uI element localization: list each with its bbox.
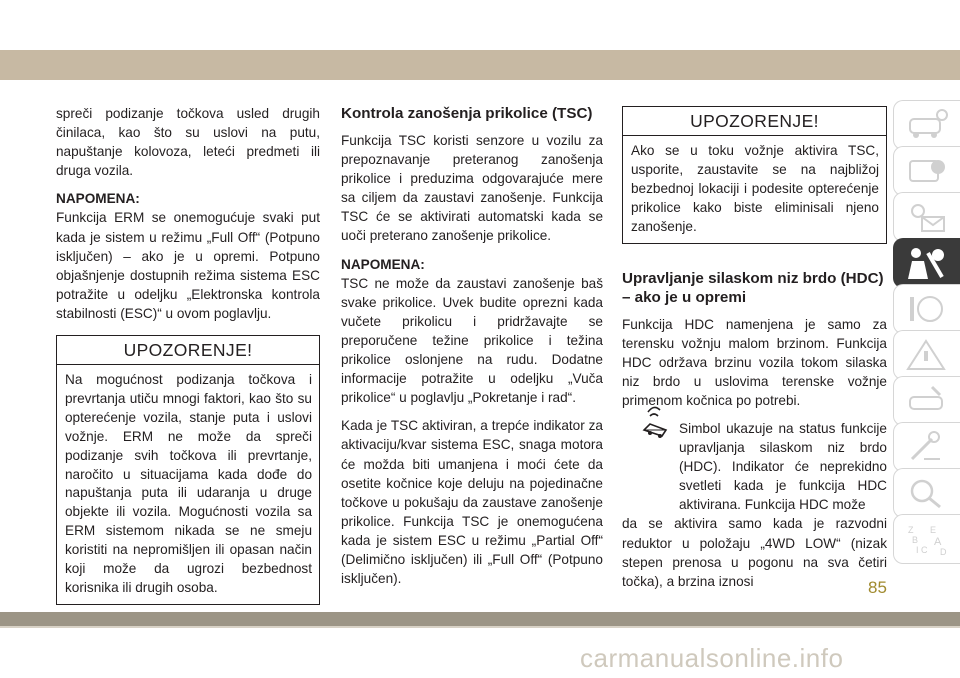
warning-box bbox=[56, 335, 320, 605]
warning-light-tab[interactable] bbox=[893, 146, 960, 196]
column-1 bbox=[56, 104, 320, 605]
safety-tab[interactable] bbox=[893, 238, 960, 288]
column-3 bbox=[622, 106, 887, 600]
section-heading: Upravljanje silaskom niz brdo (HDC) – ako je u opremi bbox=[622, 269, 884, 306]
safety-seatbelt-tab-icon bbox=[902, 245, 950, 281]
col2-note bbox=[341, 255, 603, 408]
footer-band bbox=[0, 612, 960, 626]
warning-title: UPOZORENJE! bbox=[623, 107, 886, 136]
warning-text: Na mogućnost podizanja točkova i prevrtanja utiču mnogi faktori, kao što su opterećenje vozila, stanje puta i uslovi vožnje. ERM ne može da spreči podizanje svih točkova ili prevrtanje, naročito u situacijama kada dođe do napuštanja puta ili udaranja u druge objekte ili vozila. Mogućnosti vozila sa ERM sistemom nikada se ne smeju koristiti na nepromišljen ili opasan način koji može da ugrozi bezbednost korisnika ili drugih osoba. bbox=[65, 372, 312, 595]
note-text: TSC ne može da zaustavi zanošenje baš svake prikolice. Uvek budite oprezni kada vučete prikolicu i pridržavajte se preporučene težine prikolice i težina prikolice oslonjene na rudu. Dodatne informacije potražite u odeljku „Vuča prikolice“ u poglavlju „Pokretanje i rad“. bbox=[341, 275, 603, 406]
starting-tab-icon bbox=[902, 291, 950, 327]
footer-line bbox=[0, 626, 960, 628]
svg-text:A: A bbox=[934, 536, 942, 548]
col2-paragraph-2: Kada je TSC aktiviran, a trepće indikator za aktivaciju/kvar sistema ESC, snaga motora će možda biti umanjena i moći ćete da osetite kočnice koje deluju na pojedinačne točkove u pokušaju da zaustave zanošenje prikolice. Funkcija TSC je onemogućena kada je sistem ESC u režimu „Partial Off“ (Delimično isključen) ili „Full Off“ (Potpuno isključen). bbox=[341, 418, 603, 587]
col1-paragraph: spreči podizanje točkova usled drugih činilaca, kao što su uslovi na putu, napuštanje kolovoza, leteći predmeti ili druga vozila. bbox=[56, 106, 320, 179]
note-label: NAPOMENA: bbox=[341, 256, 425, 272]
index-tab-icon bbox=[902, 521, 950, 557]
starting-tab[interactable] bbox=[893, 284, 960, 334]
col2-paragraph: Funkcija TSC koristi senzore u vozilu za prepoznavanje preteranog zanošenja prikolice i preduzima odgovarajuće mere sa ciljem da zaustavi zanošenje. Funkcija TSC će se aktivirati automatski kada se uoči preterano zanošenje prikolice. bbox=[341, 133, 603, 244]
col1-note bbox=[56, 189, 320, 323]
hdc-status-icon bbox=[640, 400, 670, 440]
svg-text:B: B bbox=[912, 535, 919, 545]
note-label: NAPOMENA: bbox=[56, 191, 140, 207]
svg-text:E: E bbox=[930, 525, 937, 535]
maintenance-tab[interactable] bbox=[893, 376, 960, 426]
column-2 bbox=[341, 104, 603, 597]
col3-paragraph: Funkcija HDC namenjena je samo za terensku vožnju malom brzinom. Funkcija HDC održava brzinu vozila tokom silaska niz brdo u uslovima terenske vožnje primenom kočnica po potrebi. bbox=[622, 316, 887, 408]
car-info-tab-icon bbox=[902, 107, 950, 143]
page-header bbox=[0, 0, 960, 86]
emergency-tab[interactable] bbox=[893, 330, 960, 380]
emergency-tab-icon bbox=[902, 337, 950, 373]
note-text: Funkcija ERM se onemogućuje svaki put kada je sistem u režimu „Full Off“ (Potpuno isključen) – ako je u opremi. Potpuno objašnjenje dostupnih režima sistema ESC potražite u odeljku „Elektronska kontrola stabilnosti (ESC)“ u ovom poglavlju. bbox=[56, 210, 320, 321]
page-number: 85 bbox=[868, 578, 887, 597]
warning-box bbox=[622, 106, 887, 244]
col3-paragraph-2: da se aktivira samo kada je razvodni reduktor u položaju „4WD LOW“ (nizak stepen prenosa u pogonu na sva četiri točka), a brzina iznosi bbox=[622, 516, 887, 589]
warning-title: UPOZORENJE! bbox=[57, 336, 319, 365]
search-tab[interactable] bbox=[893, 468, 960, 518]
svg-text:I C: I C bbox=[916, 545, 928, 555]
svg-text:D: D bbox=[940, 547, 947, 557]
message-tab-icon bbox=[902, 199, 950, 235]
maintenance-tab-icon bbox=[902, 383, 950, 419]
section-heading: Kontrola zanošenja prikolice (TSC) bbox=[341, 105, 593, 122]
search-tab-icon bbox=[902, 475, 950, 511]
watermark: carmanualsonline.info bbox=[580, 643, 844, 673]
header-band bbox=[0, 50, 960, 80]
warning-text: Ako se u toku vožnje aktivira TSC, usporite, zaustavite se na najbližoj bezbednoj lokaciji i podesite opterećenje prikolice kako biste eliminisali njeno zanošenje. bbox=[631, 143, 879, 234]
specs-tab[interactable] bbox=[893, 422, 960, 472]
specs-tab-icon bbox=[902, 429, 950, 465]
car-info-tab[interactable] bbox=[893, 100, 960, 150]
icon-paragraph: Simbol ukazuje na status funkcije upravljanja silaskom niz brdo (HDC). Indikator će neprekidno svetleti kada je funkcija HDC aktivirana. Funkcija HDC može bbox=[679, 421, 887, 513]
index-tab[interactable] bbox=[893, 514, 960, 564]
svg-text:Z: Z bbox=[908, 525, 914, 535]
warning-light-tab-icon bbox=[902, 153, 950, 189]
message-tab[interactable] bbox=[893, 192, 960, 242]
